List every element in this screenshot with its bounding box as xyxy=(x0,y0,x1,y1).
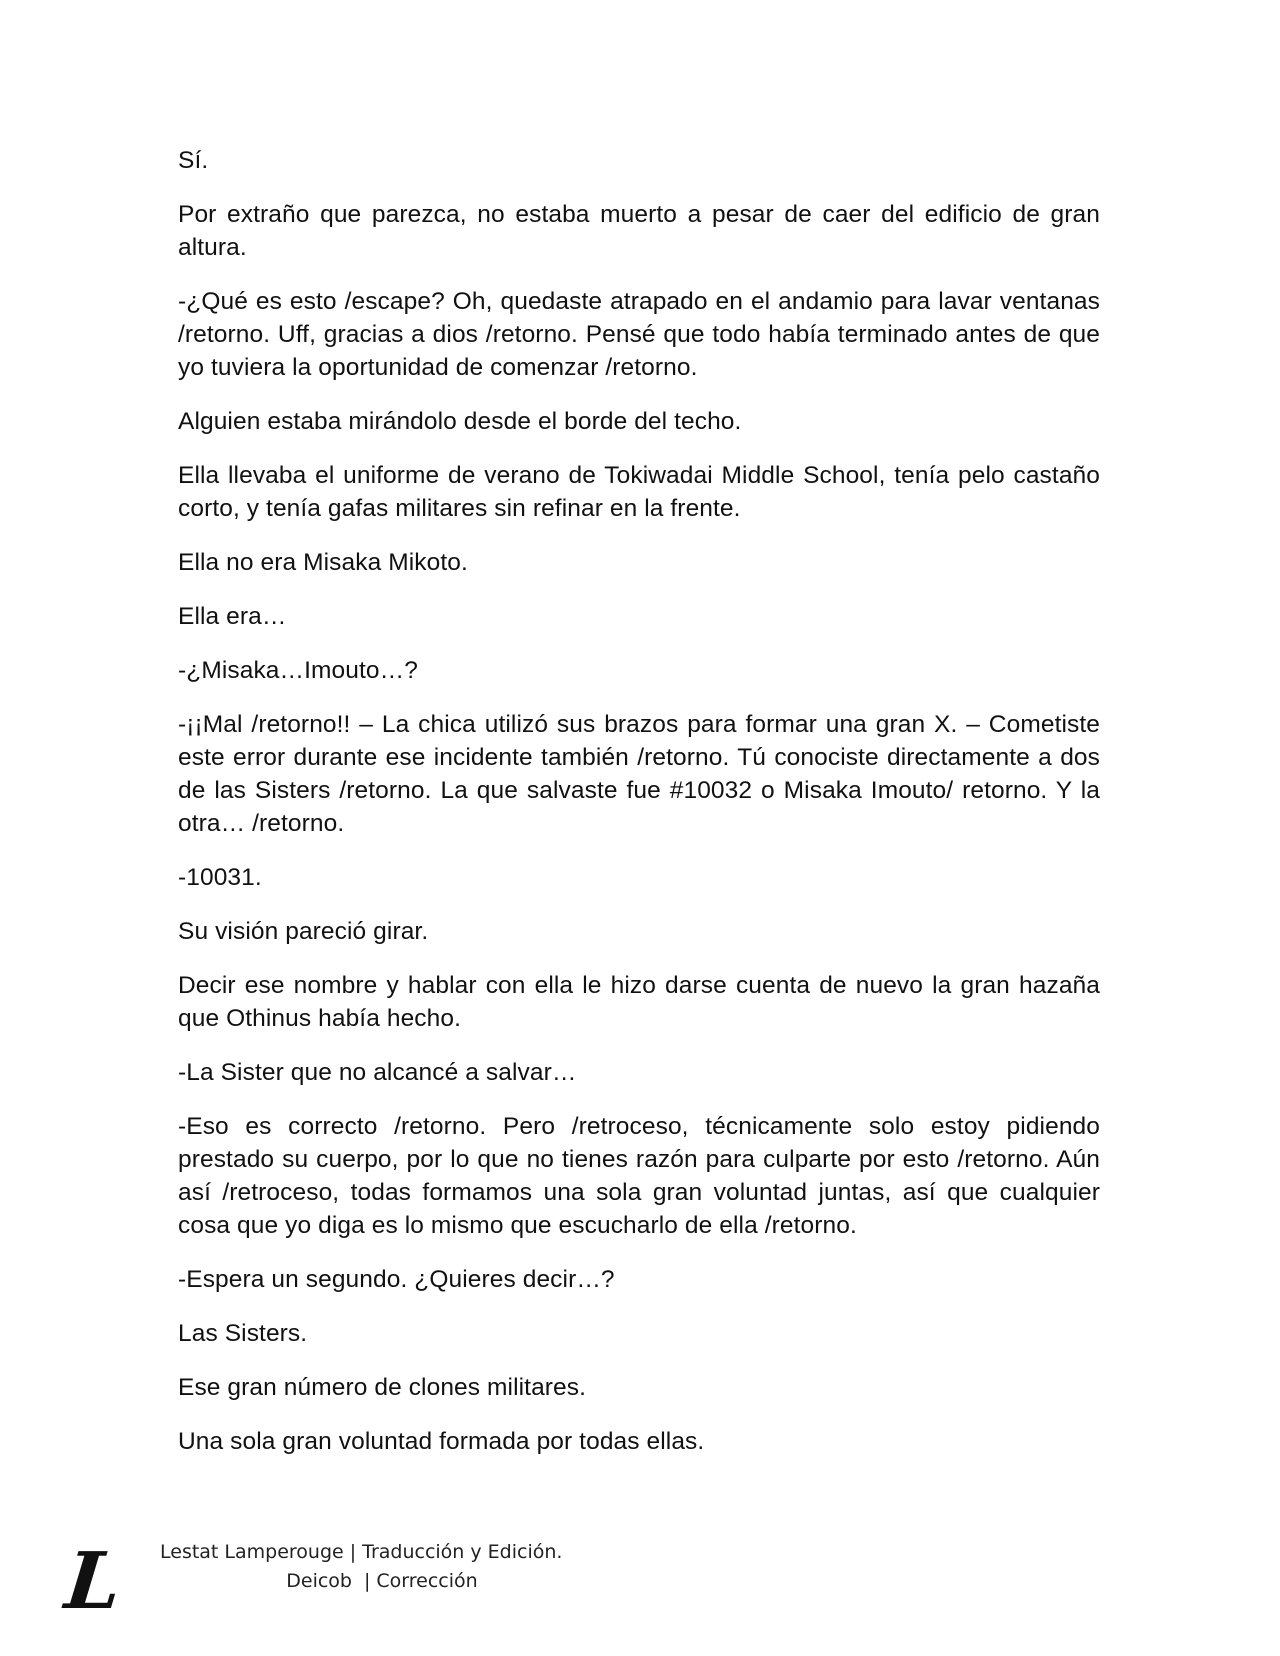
paragraph: Por extraño que parezca, no estaba muerto a pesar de caer del edificio de gran altura. xyxy=(178,201,1100,261)
paragraph: -¡¡Mal /retorno!! – La chica utilizó sus brazos para formar una gran X. – Cometiste este error durante ese incidente también /retorno. Tú conociste directamente a dos de las Sisters /retorno. La que salvaste fue #10032 o Misaka Imouto/ retorno. Y la otra… /retorno. xyxy=(178,711,1100,837)
credit-line-proofreader xyxy=(160,1567,562,1596)
paragraph: Ella no era Misaka Mikoto. xyxy=(178,549,468,576)
paragraph: Ella llevaba el uniforme de verano de Tokiwadai Middle School, tenía pelo castaño corto, y tenía gafas militares sin refinar en la frente. xyxy=(178,462,1100,522)
gothic-l-logo-icon: L xyxy=(61,1536,126,1627)
credit-separator: | xyxy=(364,1570,371,1592)
credit-role: Corrección xyxy=(376,1570,478,1592)
paragraph: Decir ese nombre y hablar con ella le hizo darse cuenta de nuevo la gran hazaña que Othinus había hecho. xyxy=(178,972,1100,1032)
credit-line-translator xyxy=(160,1538,562,1567)
paragraph: -¿Qué es esto /escape? Oh, quedaste atrapado en el andamio para lavar ventanas /retorno. Uff, gracias a dios /retorno. Pensé que todo había terminado antes de que yo tuviera la oportunidad de comenzar /retorno. xyxy=(178,288,1100,381)
paragraph: -¿Misaka…Imouto…? xyxy=(178,657,418,684)
credit-separator: | xyxy=(349,1541,357,1563)
paragraph: Sí. xyxy=(178,147,209,174)
credit-name: Deicob xyxy=(286,1570,352,1592)
paragraph: Ese gran número de clones militares. xyxy=(178,1374,587,1401)
paragraph: Las Sisters. xyxy=(178,1320,308,1347)
paragraph: Ella era… xyxy=(178,603,287,630)
credit-name: Lestat Lamperouge xyxy=(160,1541,344,1563)
paragraph: -La Sister que no alcancé a salvar… xyxy=(178,1059,577,1086)
credit-role: Traducción y Edición. xyxy=(362,1541,563,1563)
paragraph: Su visión pareció girar. xyxy=(178,918,429,945)
page-footer xyxy=(60,1538,760,1638)
paragraph: -Eso es correcto /retorno. Pero /retroceso, técnicamente solo estoy pidiendo prestado su cuerpo, por lo que no tienes razón para culparte por esto /retorno. Aún así /retroceso, todas formamos una sola gran voluntad juntas, así que cualquier cosa que yo diga es lo mismo que escucharlo de ella /retorno. xyxy=(178,1113,1100,1239)
document-body xyxy=(178,144,1100,1479)
paragraph: Alguien estaba mirándolo desde el borde del techo. xyxy=(178,408,742,435)
paragraph: Una sola gran voluntad formada por todas ellas. xyxy=(178,1428,705,1455)
credits-block xyxy=(160,1538,562,1596)
paragraph: -Espera un segundo. ¿Quieres decir…? xyxy=(178,1266,615,1293)
paragraph: -10031. xyxy=(178,864,262,891)
